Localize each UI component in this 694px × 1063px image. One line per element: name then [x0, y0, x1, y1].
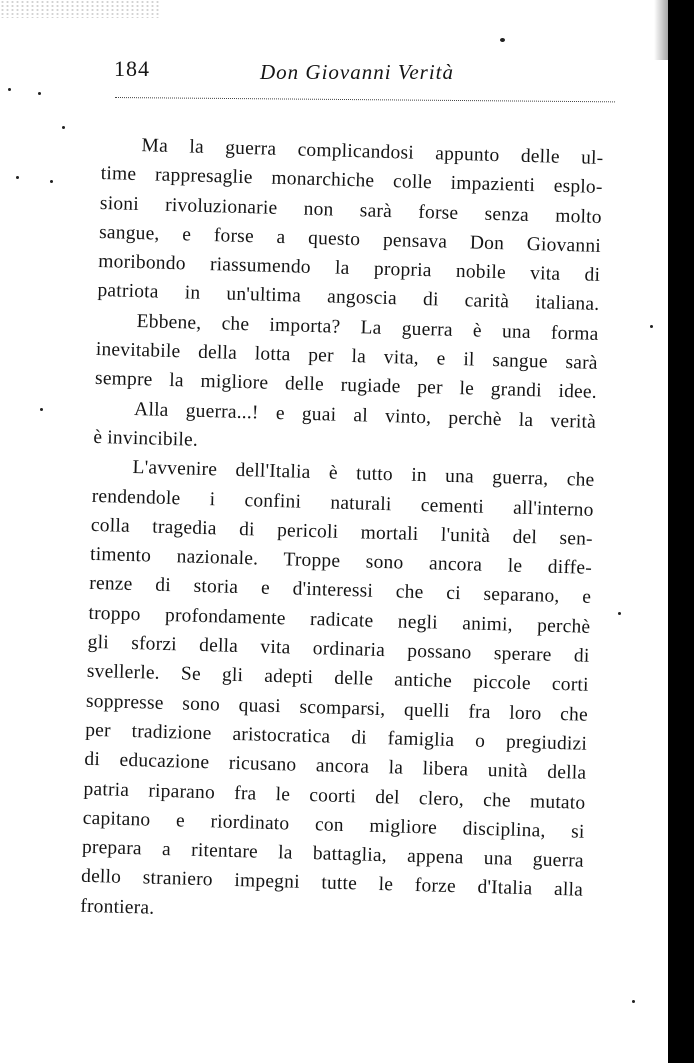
text-line: Alla guerra...! e guai al vinto, perchè la verità	[133, 398, 597, 433]
text-line: soppresse sono quasi scomparsi, quelli fra loro che	[85, 690, 589, 726]
scan-speck	[650, 325, 653, 328]
text-line: patria riparano fra le coorti del clero, che mutato	[83, 778, 586, 814]
text-line: frontiera.	[80, 895, 155, 919]
text-line: rendendole i confini naturali cementi all'interno	[91, 485, 594, 521]
scan-noise	[0, 0, 160, 18]
text-line: sioni rivoluzionarie non sarà forse senza molto	[99, 192, 603, 228]
text-line: di educazione ricusano ancora la libera unità della	[84, 748, 587, 785]
text-line: per tradizione aristocratica di famiglia o pregiudizi	[84, 719, 588, 755]
text-line: patriota in un'ultima angoscia di carità italiana.	[97, 280, 600, 316]
text-line: Ebbene, che importa? La guerra è una forma	[136, 310, 599, 345]
text-line: time rappresaglie monarchiche colle impazienti esplo-	[100, 163, 603, 199]
running-title: Don Giovanni Verità	[260, 60, 454, 84]
scan-speck	[618, 612, 621, 615]
text-line: capitano e riordinato con migliore disciplina, si	[82, 807, 585, 843]
scan-speck	[500, 38, 505, 42]
text-line: dello straniero impegni tutte le forze d'Italia alla	[80, 866, 584, 902]
page-number: 184	[114, 56, 150, 81]
text-line: è invincibile.	[93, 426, 199, 451]
scan-speck	[16, 176, 19, 179]
header-rule	[115, 97, 615, 102]
text-line: Ma la guerra complicandosi appunto delle ul-	[141, 135, 604, 170]
text-line: svellerle. Se gli adepti delle antiche piccole corti	[86, 661, 589, 697]
scan-speck	[62, 126, 65, 129]
scan-speck	[38, 92, 41, 95]
scan-speck	[40, 408, 43, 411]
text-line: moribondo riassumendo la propria nobile vita di	[98, 251, 601, 287]
text-line: colla tragedia di pericoli mortali l'unità del sen-	[90, 514, 594, 550]
text-line: gli sforzi della vita ordinaria possano sperare di	[87, 631, 590, 667]
scan-speck	[8, 88, 11, 91]
scan-speck	[632, 1000, 635, 1003]
text-line: troppo profondamente radicate negli animi, perchè	[88, 602, 591, 638]
text-line: sangue, e forse a questo pensava Don Giovanni	[98, 221, 602, 257]
text-line: renze di storia e d'interessi che ci separano, e	[89, 573, 592, 609]
scan-speck	[50, 180, 53, 183]
page-header	[110, 54, 610, 94]
body-text	[80, 130, 604, 935]
text-line: timento nazionale. Troppe sono ancora le diffe-	[89, 543, 593, 580]
text-line: L'avvenire dell'Italia è tutto in una guerra, che	[132, 457, 595, 492]
text-line: sempre la migliore delle rugiade per le grandi idee.	[94, 368, 598, 404]
scan-dark-edge	[668, 0, 694, 1063]
text-line: inevitabile della lotta per la vita, e il sangue sarà	[95, 338, 598, 375]
text-line: prepara a ritentare la battaglia, appena una guerra	[81, 836, 585, 872]
